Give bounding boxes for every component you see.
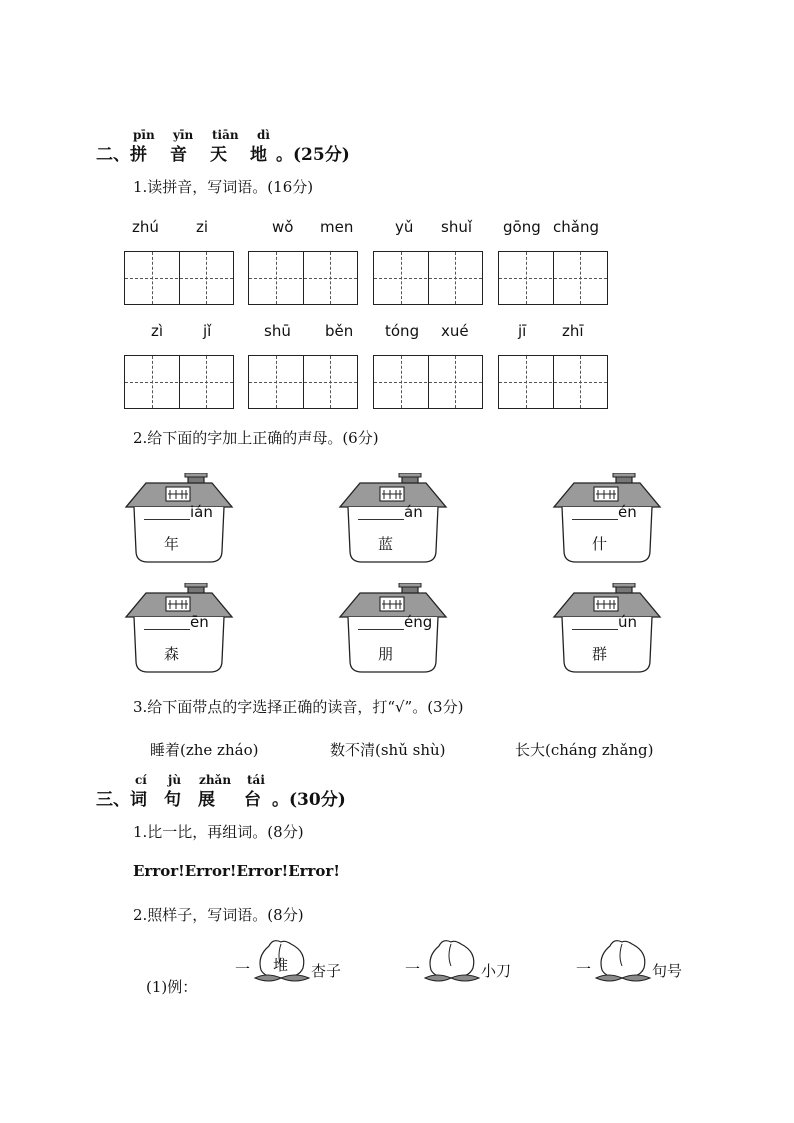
title-char: 天 (210, 145, 227, 165)
ruby-4: dì (257, 128, 270, 142)
title-char: 拼 (130, 145, 147, 165)
pinyin-syllable: chǎng (553, 218, 599, 236)
writing-grid[interactable] (248, 251, 358, 305)
section-points: 。(25分) (276, 145, 350, 165)
answer-blank[interactable] (358, 519, 404, 520)
writing-grid[interactable] (124, 251, 234, 305)
pinyin-syllable: jǐ (203, 322, 212, 340)
measure-prefix: 一 (235, 960, 251, 978)
house-card (124, 583, 234, 678)
q1-label: 1.读拼音，写词语。(16分) (133, 178, 314, 196)
ruby-2: yīn (173, 128, 194, 142)
title-char: 展 (198, 790, 215, 810)
peach-word: 小刀 (481, 962, 512, 980)
q4-label: 1.比一比，再组词。(8分) (133, 823, 304, 841)
pinyin-syllable: zhī (562, 322, 584, 340)
q5-label: 2.照样子，写词语。(8分) (133, 906, 304, 924)
q3-item[interactable]: 数不清(shǔ shù) (330, 741, 446, 759)
peach-item (405, 936, 525, 988)
answer-blank[interactable] (144, 519, 190, 520)
pinyin-syllable: shū (264, 322, 291, 340)
q2-label: 2.给下面的字加上正确的声母。(6分) (133, 429, 379, 447)
final-syllable: ēn (190, 613, 209, 631)
final-syllable: ián (190, 503, 213, 521)
final-syllable: éng (404, 613, 433, 631)
q3-item[interactable]: 长大(cháng zhǎng) (515, 741, 654, 759)
house-character: 森 (164, 645, 180, 663)
writing-grid[interactable] (248, 355, 358, 409)
final-syllable: án (404, 503, 423, 521)
pinyin-syllable: zhú (132, 218, 159, 236)
pinyin-syllable: tóng (385, 322, 420, 340)
q3-item[interactable]: 睡着(zhe zháo) (150, 741, 259, 759)
error-text: Error!Error!Error!Error! (133, 862, 340, 880)
q3-label: 3.给下面带点的字选择正确的读音，打“√”。(3分) (133, 698, 464, 716)
title-char: 句 (164, 790, 181, 810)
writing-grid[interactable] (373, 251, 483, 305)
title-char: 音 (170, 145, 187, 165)
ruby-4: tái (247, 773, 265, 787)
pinyin-syllable: men (320, 218, 354, 236)
pinyin-syllable: jī (518, 322, 527, 340)
measure-prefix: 一 (576, 960, 592, 978)
answer-blank[interactable] (144, 629, 190, 630)
ruby-1: pīn (133, 128, 155, 142)
pinyin-syllable: zi (196, 218, 209, 236)
writing-grid[interactable] (373, 355, 483, 409)
final-syllable: ún (618, 613, 638, 631)
house-card (124, 473, 234, 568)
house-character: 年 (164, 535, 180, 553)
pinyin-syllable: xué (441, 322, 469, 340)
pinyin-syllable: zì (151, 322, 164, 340)
ruby-1: cí (135, 773, 147, 787)
pinyin-syllable: yǔ (395, 218, 414, 236)
peach-item (235, 936, 355, 988)
title-char: 台 (244, 790, 261, 810)
writing-grid[interactable] (124, 355, 234, 409)
section-points: 。(30分) (272, 790, 346, 810)
example-label: (1)例： (146, 978, 198, 996)
peach-item (576, 936, 696, 988)
peach-word: 句号 (652, 962, 683, 980)
final-syllable: én (618, 503, 637, 521)
house-card (338, 583, 448, 678)
answer-blank[interactable] (572, 519, 618, 520)
pinyin-syllable: běn (325, 322, 354, 340)
ruby-3: zhǎn (199, 773, 232, 787)
pinyin-syllable: gōng (503, 218, 541, 236)
section3-title (96, 785, 346, 810)
house-card (552, 583, 662, 678)
section2-title (96, 140, 350, 165)
peach-answer[interactable]: 堆 (273, 956, 289, 974)
ruby-2: jù (168, 773, 182, 787)
ruby-3: tiān (212, 128, 239, 142)
pinyin-syllable: wǒ (272, 218, 294, 236)
peach-word: 杏子 (311, 962, 342, 980)
section-number: 二、 (96, 145, 130, 165)
house-card (338, 473, 448, 568)
title-char: 词 (130, 790, 147, 810)
section-number: 三、 (96, 790, 130, 810)
house-character: 群 (592, 645, 608, 663)
writing-grid[interactable] (498, 251, 608, 305)
house-character: 蓝 (378, 535, 394, 553)
answer-blank[interactable] (358, 629, 404, 630)
pinyin-syllable: shuǐ (441, 218, 472, 236)
answer-blank[interactable] (572, 629, 618, 630)
house-card (552, 473, 662, 568)
measure-prefix: 一 (405, 960, 421, 978)
house-character: 朋 (378, 645, 394, 663)
title-char: 地 (250, 145, 267, 165)
house-character: 什 (592, 535, 608, 553)
writing-grid[interactable] (498, 355, 608, 409)
